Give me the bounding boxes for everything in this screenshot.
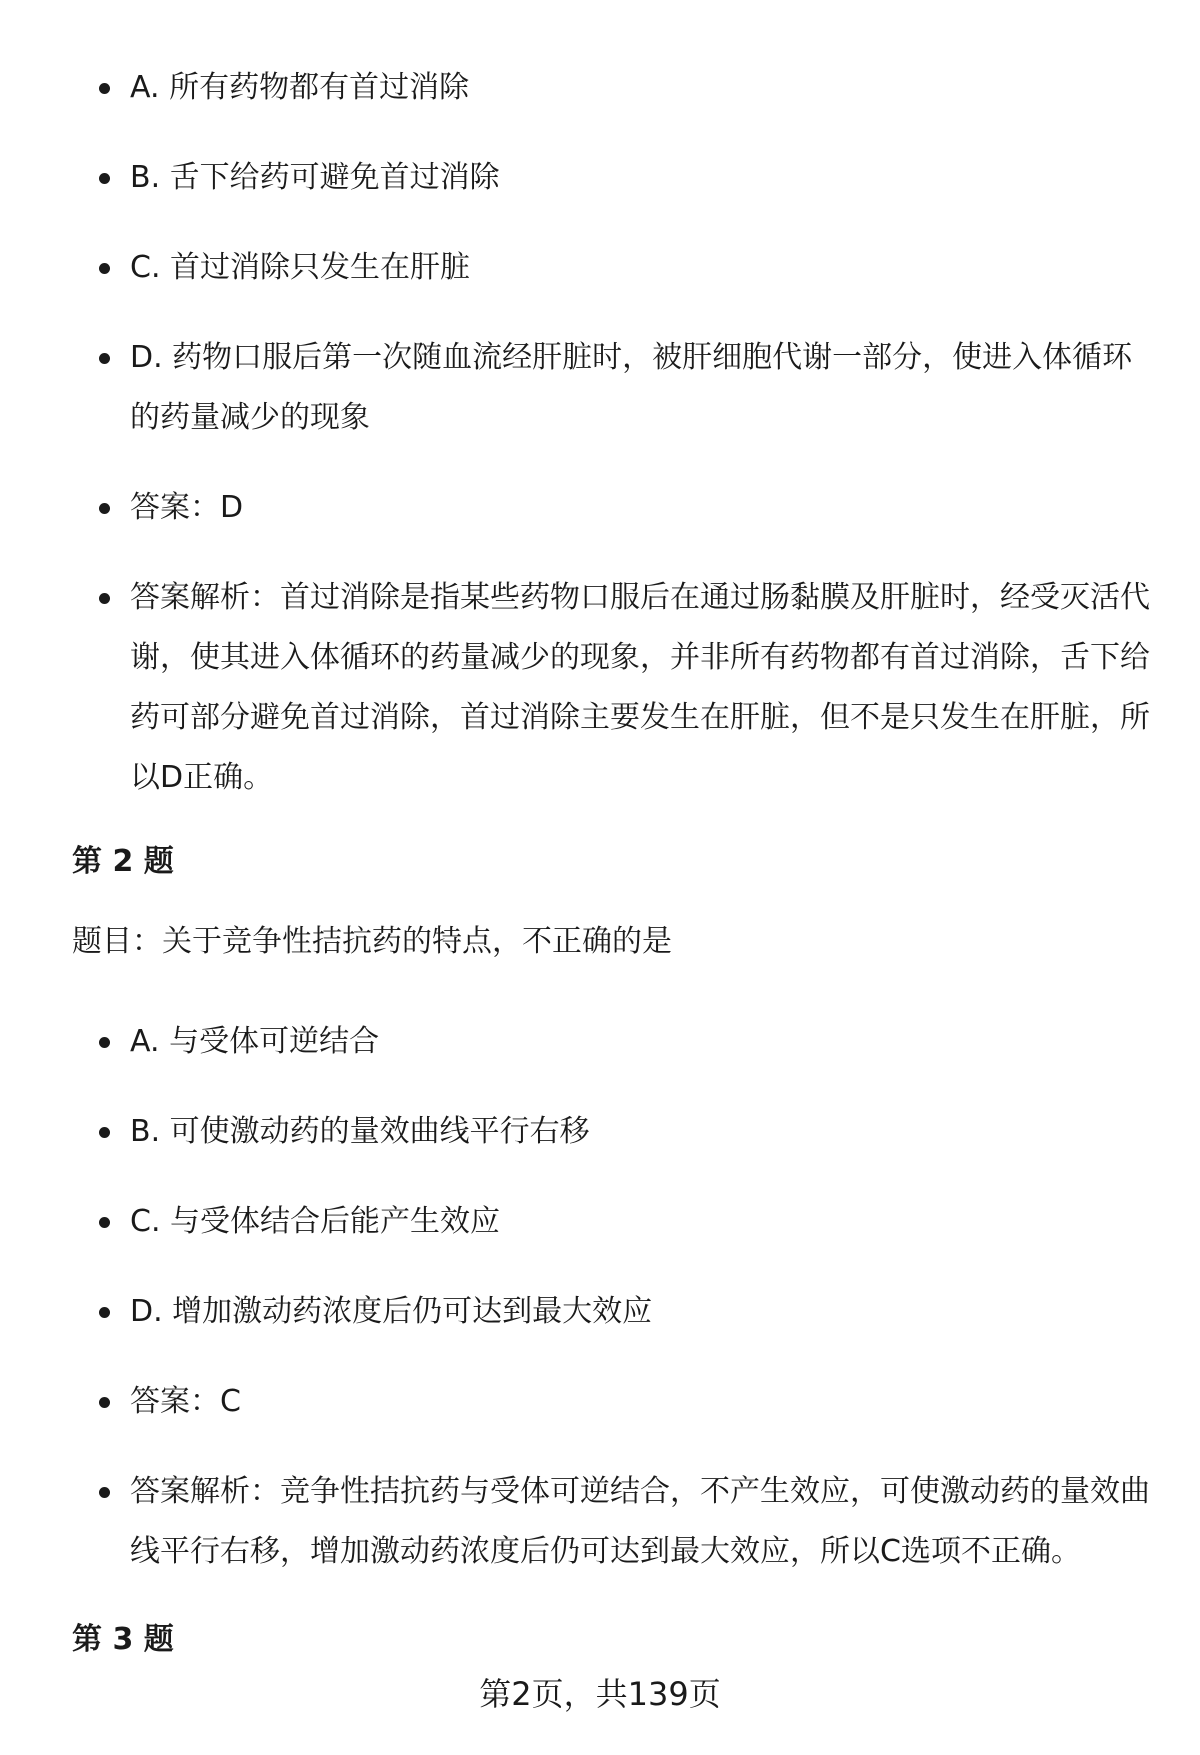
question-2-stem: 题目：关于竞争性拮抗药的特点，不正确的是 (72, 924, 672, 959)
q1-option-b: B. 舌下给药可避免首过消除 (0, 148, 1200, 208)
q2-option-d: D. 增加激动药浓度后仍可达到最大效应 (0, 1282, 1200, 1342)
q2-option-a: A. 与受体可逆结合 (0, 1012, 1200, 1072)
q1-explanation: 答案解析：首过消除是指某些药物口服后在通过肠黏膜及肝脏时，经受灭活代谢，使其进入体循环的药量减少的现象，并非所有药物都有首过消除，舌下给药可部分避免首过消除，首过消除主要发生在肝脏，但不是只发生在肝脏，所以D正确。 (0, 568, 1200, 808)
q1-option-c: C. 首过消除只发生在肝脏 (0, 238, 1200, 298)
question-2-items (0, 1012, 1200, 1612)
page-indicator: 第2页，共139页 (479, 1675, 721, 1713)
question-3-heading: 第 3 题 (72, 1622, 174, 1657)
q2-explanation: 答案解析：竞争性拮抗药与受体可逆结合，不产生效应，可使激动药的量效曲线平行右移，增加激动药浓度后仍可达到最大效应，所以C选项不正确。 (0, 1462, 1200, 1582)
q1-answer: 答案：D (0, 478, 1200, 538)
q1-option-d: D. 药物口服后第一次随血流经肝脏时，被肝细胞代谢一部分，使进入体循环的药量减少的现象 (0, 328, 1200, 448)
q2-answer: 答案：C (0, 1372, 1200, 1432)
q2-option-b: B. 可使激动药的量效曲线平行右移 (0, 1102, 1200, 1162)
question-1-items (0, 58, 1200, 808)
question-2-heading: 第 2 题 (72, 844, 174, 879)
q1-option-a: A. 所有药物都有首过消除 (0, 58, 1200, 118)
q2-option-c: C. 与受体结合后能产生效应 (0, 1192, 1200, 1252)
